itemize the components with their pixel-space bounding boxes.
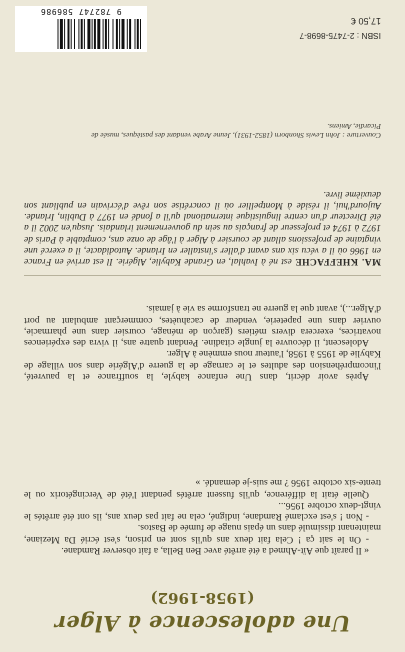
barcode-bar	[87, 19, 90, 49]
barcode-bar	[137, 19, 139, 49]
barcode-bar	[108, 19, 109, 49]
barcode-bar	[122, 19, 125, 49]
price: 17,50 €	[350, 16, 381, 26]
barcode-bar	[60, 19, 63, 49]
book-summary	[24, 303, 381, 382]
barcode-bar	[68, 19, 70, 49]
barcode-bar	[105, 19, 107, 49]
barcode	[15, 6, 147, 52]
barcode-bar	[103, 19, 104, 49]
excerpt-quote	[24, 477, 381, 556]
barcode-bar	[116, 19, 118, 49]
author-bio-text: est né à Ivahlal, en Grande Kabylie, Algérie. Il est arrivé en France en 1966 où il a vécu six ans avant d'aller s'installer en Irlande. Autodidacte, il a exercé une vingtaine de professions allant de coursier à Alger à l'âge de onze ans, comptable à Paris de 1972 à 1974 et professeur de français au sein du gouvernement irlandais. Jusqu'en 2002 il a été Directeur d'un centre linguistique international qu'il a fondé en 1977 à Dublin, Irlande. Aujourd'hui, il réside à Montpellier où il concrétise son rêve d'écrivain en publiant son deuxième livre.	[24, 188, 381, 266]
barcode-bar	[81, 19, 83, 49]
summary-paragraph: Adolescent, il découvre la jungle citadine. Pendant quatre ans, il vivra des expériences novatrices, exercera divers métiers (garçon de ménage, coursier dans une pharmacie, ouvrier dans une papeterie, vendeur de cacahuètes, commerçant ambulant au port d'Alger...), avant que la guerre ne transforme sa vie à jamais.	[24, 303, 381, 349]
barcode-bar	[64, 19, 65, 49]
author-name: MA. KHEFFACHE	[294, 256, 381, 266]
barcode-bar	[127, 19, 128, 49]
barcode-bar	[135, 19, 136, 49]
author-bio	[24, 188, 381, 266]
barcode-bar	[92, 19, 93, 49]
barcode-bar	[71, 19, 72, 49]
barcode-bar	[129, 19, 131, 49]
barcode-bar	[97, 19, 100, 49]
barcode-digits: 9 782747 586986	[40, 7, 122, 16]
barcode-bar	[140, 19, 141, 49]
cover-credit: Couverture : John Lewis Shonborn (1852-1931), Jeune Arabe vendant des pastèques, musée de Picardie, Amiens.	[91, 121, 381, 140]
book-years: (1958-1962)	[150, 589, 255, 607]
quote-line: - Non ! s'est exclamé Ramdane, indigné, cela ne fait pas deux ans, ils ont été arrêtés le vingt-deux octobre 1956...	[24, 499, 381, 523]
barcode-bar	[58, 19, 59, 49]
quote-line: « Il paraît que Aït-Ahmed a été arrêté avec Ben Bella, a fait observer Ramdane.	[61, 545, 369, 556]
barcode-bar	[119, 19, 120, 49]
barcode-bar	[78, 19, 79, 49]
summary-paragraph: Après avoir décrit, dans Une enfance kabyle, la souffrance et la pauvreté, l'incompréhension des adultes et le carnage de la guerre d'Algérie dans son village de Kabylie de 1955 à 1958, l'auteur nous emmène à Alger.	[24, 348, 381, 382]
barcode-bar	[113, 19, 114, 49]
barcode-bar	[94, 19, 96, 49]
quote-line: Quelle était la différence, qu'ils fussent arrêtés pendant l'été de Vercingétorix ou le trente-six octobre 1956 ? me suis-je demandé. »	[24, 477, 381, 500]
barcode-bar	[74, 19, 75, 49]
section-divider	[24, 275, 381, 276]
book-title: Une adolescence à Alger	[54, 611, 351, 636]
barcode-bars	[15, 18, 147, 52]
quote-line: - On le sait ça ! Cela fait deux ans qu'ils sont en prison, s'est écrié Da Meziane, maintenant dissimulé dans un épais nuage de fumée de Bastos.	[24, 522, 381, 545]
barcode-bar	[84, 19, 85, 49]
isbn: ISBN : 2-7475-8698-7	[299, 31, 381, 41]
